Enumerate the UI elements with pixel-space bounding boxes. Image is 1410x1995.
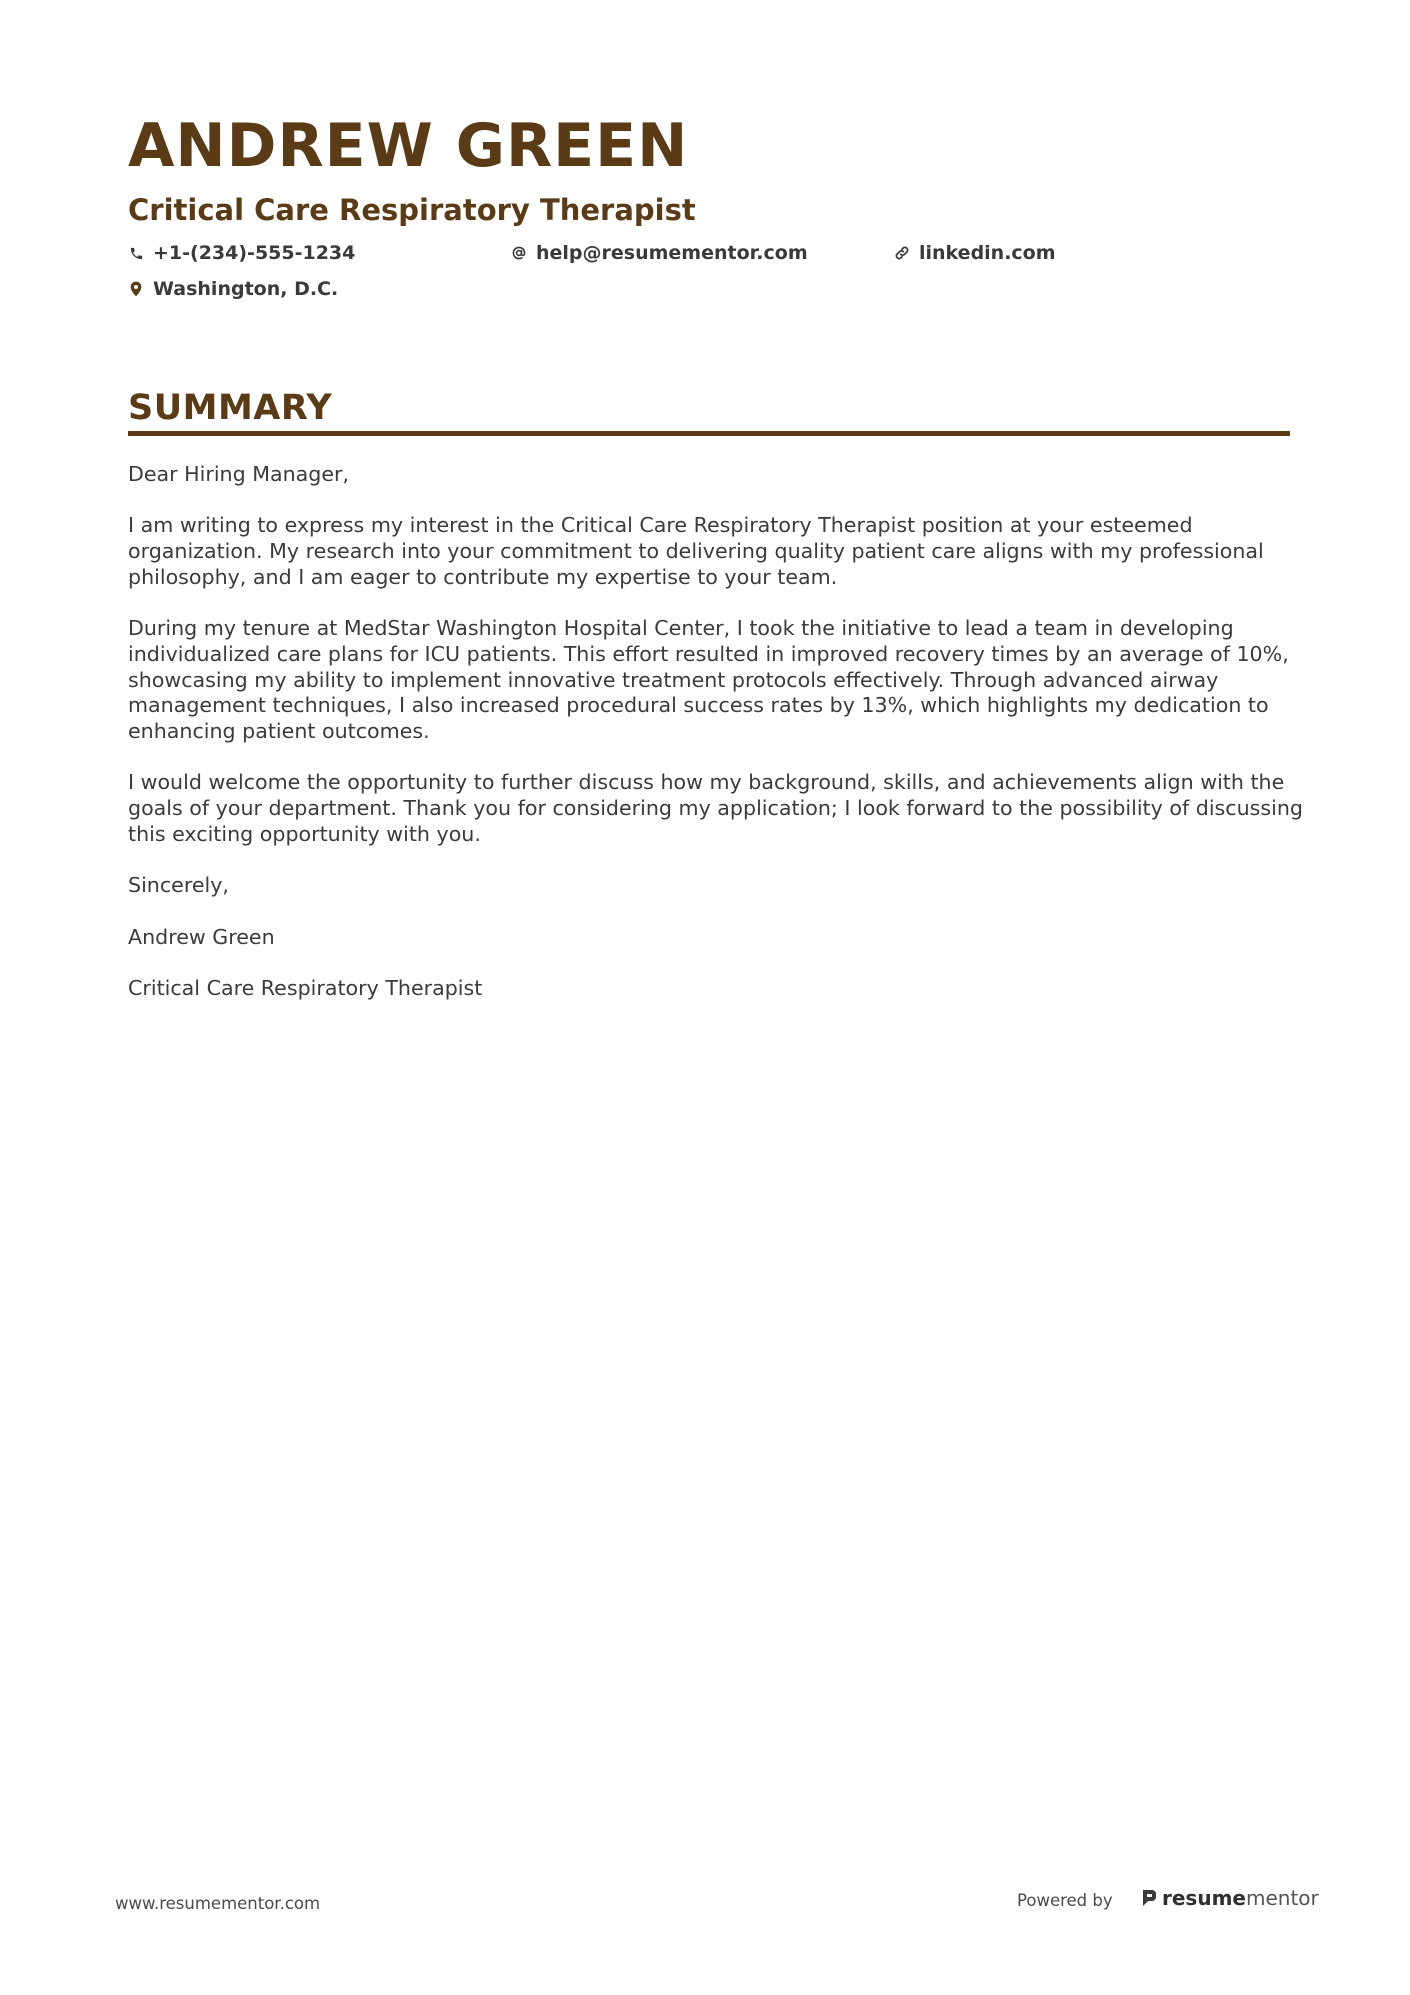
at-icon (511, 245, 527, 261)
brand-logo[interactable] (1141, 1886, 1319, 1910)
email-text[interactable]: help@resumementor.com (536, 242, 808, 264)
link-text[interactable]: linkedin.com (919, 242, 1056, 264)
phone-icon (128, 245, 144, 261)
resume-header (128, 110, 1288, 312)
footer-url[interactable]: www.resumementor.com (115, 1894, 321, 1913)
salutation: Dear Hiring Manager, (128, 462, 350, 486)
contact-phone (128, 242, 355, 264)
location-text: Washington, D.C. (153, 278, 339, 300)
candidate-name: ANDREW GREEN (128, 111, 689, 181)
contact-info (128, 242, 1288, 312)
brand-name-bold: resume (1162, 1886, 1246, 1910)
letter-paragraph: During my tenure at MedStar Washington Hospital Center, I took the initiative to lead a team in developing individualized care plans for ICU patients. This effort resulted in improved recovery times by an average of 10%, showcasing my ability to implement innovative treatment protocols effectively. Through advanced airway management techniques, I also increased procedural success rates by 13%, which highlights my dedication to enhancing patient outcomes. (128, 616, 1289, 743)
cover-letter-body (128, 462, 1303, 1027)
resumementor-logo-icon (1141, 1888, 1158, 1908)
closing: Sincerely, (128, 873, 229, 898)
letter-paragraph: I would welcome the opportunity to further discuss how my background, skills, and achievements align with the goals of your department. Thank you for considering my application; I look forward to the possibility of discussing this exciting opportunity with you. (128, 770, 1303, 846)
summary-heading: SUMMARY (128, 388, 333, 428)
section-divider (128, 431, 1290, 436)
signature-name: Andrew Green (128, 924, 275, 949)
signature-title: Critical Care Respiratory Therapist (128, 975, 483, 1000)
contact-email[interactable] (511, 242, 808, 264)
candidate-role: Critical Care Respiratory Therapist (128, 193, 696, 227)
letter-paragraph: I am writing to express my interest in the Critical Care Respiratory Therapist position at your esteemed organization. My research into your commitment to delivering quality patient care aligns with my professional philosophy, and I am eager to contribute my expertise to your team. (128, 513, 1264, 589)
map-pin-icon (128, 281, 144, 297)
brand-name-light: mentor (1245, 1886, 1319, 1910)
phone-text: +1-(234)-555-1234 (153, 242, 356, 264)
contact-link[interactable] (894, 242, 1056, 264)
contact-location (128, 278, 338, 300)
link-icon (894, 245, 910, 261)
powered-by-label: Powered by (1017, 1891, 1113, 1910)
